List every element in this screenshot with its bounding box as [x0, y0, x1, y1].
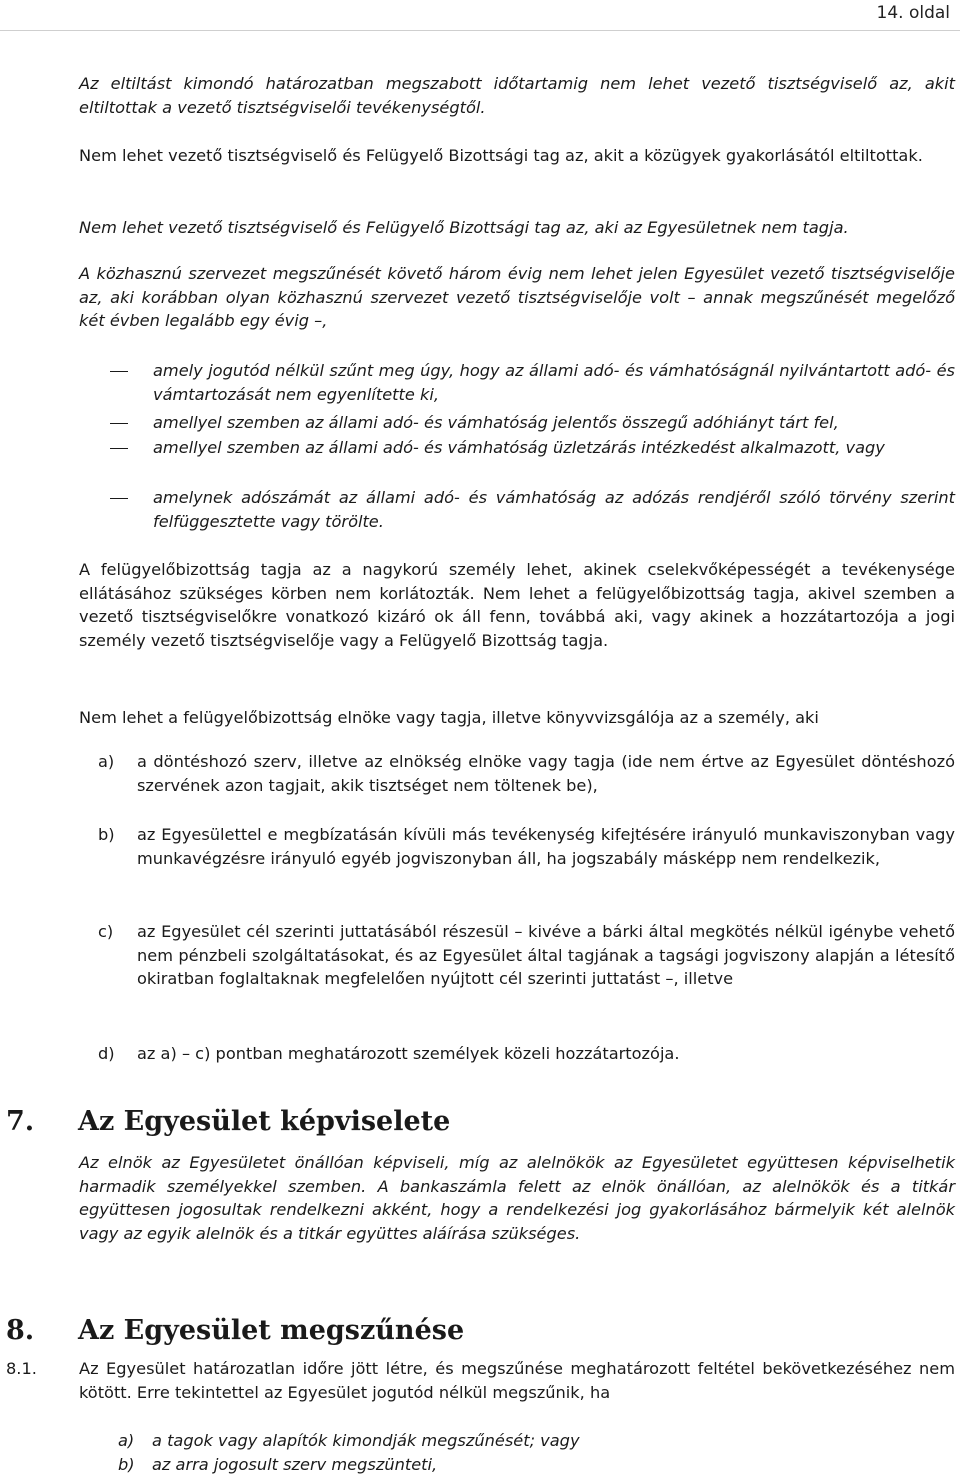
- paragraph-ban-period: Az eltiltást kimondó határozatban megszabott időtartamig nem lehet vezető tisztségviselő az, akit eltiltottak a vezető tisztségviselői tevékenységtől.: [79, 74, 955, 117]
- list-item-text: az a) – c) pontban meghatározott személyek közeli hozzátartozója.: [137, 1044, 680, 1063]
- letter-list-item: [98, 920, 955, 991]
- list-marker: a): [98, 752, 115, 771]
- subsection-number: 8.1.: [6, 1359, 37, 1378]
- list-marker: b): [98, 825, 115, 844]
- dash-marker: [110, 498, 128, 499]
- paragraph-supervisory-board: A felügyelőbizottság tagja az a nagykorú személy lehet, akinek cselekvőképességét a tevékenysége ellátásához szükséges körben nem korlátozták. Nem lehet a felügyelőbizottság tagja, akivel szemben a vezető tisztségviselőkre vonatkozó kizáró ok áll fenn, továbbá aki, vagy akinek a hozzátartozója a jogi személy vezető tisztségviselője vagy a Felügyelő Bizottság tagja.: [79, 560, 955, 650]
- list-item-text: a tagok vagy alapítók kimondják megszűnését; vagy: [152, 1431, 580, 1450]
- dash-item-text: amely jogutód nélkül szűnt meg úgy, hogy az állami adó- és vámhatóságnál nyilvántartott adó- és vámtartozását nem egyenlítette ki,: [153, 361, 955, 404]
- list-marker: b): [118, 1455, 135, 1474]
- dash-item-text: amellyel szemben az állami adó- és vámhatóság jelentős összegű adóhiányt tárt fel,: [153, 413, 839, 432]
- list-marker: c): [98, 922, 114, 941]
- list-item-text: az Egyesület cél szerinti juttatásából részesül – kivéve a bárki által megkötés nélkül igénybe vehető nem pénzbeli szolgáltatásokat, és az Egyesület által tagjának a tagsági jogviszony alapján a létesítő okiratban foglaltaknak megfelelően nyújtott cél szerinti juttatást –, illetve: [137, 922, 955, 988]
- letter-list-item: [98, 823, 955, 870]
- dash-list-item: [110, 411, 955, 435]
- section-title: Az Egyesület megszűnése: [78, 1315, 465, 1346]
- dissolution-list-item: [118, 1429, 580, 1453]
- list-item-text: az arra jogosult szerv megszünteti,: [152, 1455, 438, 1474]
- paragraph-public-affairs-ban: Nem lehet vezető tisztségviselő és Felügyelő Bizottsági tag az, akit a közügyek gyakorlásától eltiltottak.: [79, 146, 923, 165]
- dissolution-list-item: [118, 1453, 437, 1477]
- list-marker: a): [118, 1431, 135, 1450]
- letter-list-item: [98, 1042, 955, 1066]
- paragraph-non-member: Nem lehet vezető tisztségviselő és Felügyelő Bizottsági tag az, aki az Egyesületnek nem tagja.: [79, 218, 849, 237]
- list-item-text: a döntéshozó szerv, illetve az elnökség elnöke vagy tagja (ide nem értve az Egyesület döntéshozó szervének azon tagjait, akik tisztséget nem töltenek be),: [137, 752, 955, 795]
- paragraph-public-benefit-org: A közhasznú szervezet megszűnését követő három évig nem lehet jelen Egyesület vezető tisztségviselője az, aki korábban olyan közhasznú szervezet vezető tisztségviselője volt – annak megszűnését megelőző két évben legalább egy évig –,: [79, 264, 955, 330]
- page-number: 14. oldal: [876, 3, 950, 23]
- section-title: Az Egyesület képviselete: [78, 1106, 451, 1137]
- paragraph-board-restrictions: Nem lehet a felügyelőbizottság elnöke vagy tagja, illetve könyvvizsgálója az a személy, aki: [79, 708, 819, 727]
- dash-list-item: [110, 436, 955, 460]
- dash-item-text: amellyel szemben az állami adó- és vámhatóság üzletzárás intézkedést alkalmazott, vagy: [153, 438, 885, 457]
- section-7-heading: [6, 1106, 450, 1138]
- page-header: [0, 0, 960, 31]
- paragraph-representation: Az elnök az Egyesületet önállóan képviseli, míg az alelnökök az Egyesületet együttesen képviselhetik harmadik személyekkel szemben. A bankaszámla felett az elnök önállóan, az alelnökök és a titkár együttesen jogosultak rendelkezni akként, hogy a rendelkezési jog gyakorlásához bármelyik két alelnök vagy az egyik alelnök és a titkár együttes aláírása szükséges.: [79, 1153, 955, 1243]
- section-number: 8.: [6, 1315, 35, 1346]
- list-marker: d): [98, 1044, 115, 1063]
- dash-item-text: amelynek adószámát az állami adó- és vámhatóság az adózás rendjéről szóló törvény szerint felfüggesztette vagy törölte.: [153, 488, 955, 531]
- list-item-text: az Egyesülettel e megbízatásán kívüli más tevékenység kifejtésére irányuló munkaviszonyban vagy munkavégzésre irányuló egyéb jogviszonyban áll, ha jogszabály másképp nem rendelkezik,: [137, 825, 955, 868]
- dash-marker: [110, 448, 128, 449]
- paragraph-dissolution: Az Egyesület határozatlan időre jött létre, és megszűnése meghatározott feltétel bekövetkezéséhez nem kötött. Erre tekintettel az Egyesület jogutód nélkül megszűnik, ha: [79, 1359, 955, 1402]
- section-8-heading: [6, 1315, 464, 1347]
- letter-list-item: [98, 750, 955, 797]
- dash-list-item: [110, 359, 955, 406]
- dash-marker: [110, 371, 128, 372]
- dash-marker: [110, 423, 128, 424]
- dash-list-item: [110, 486, 955, 533]
- section-number: 7.: [6, 1106, 35, 1137]
